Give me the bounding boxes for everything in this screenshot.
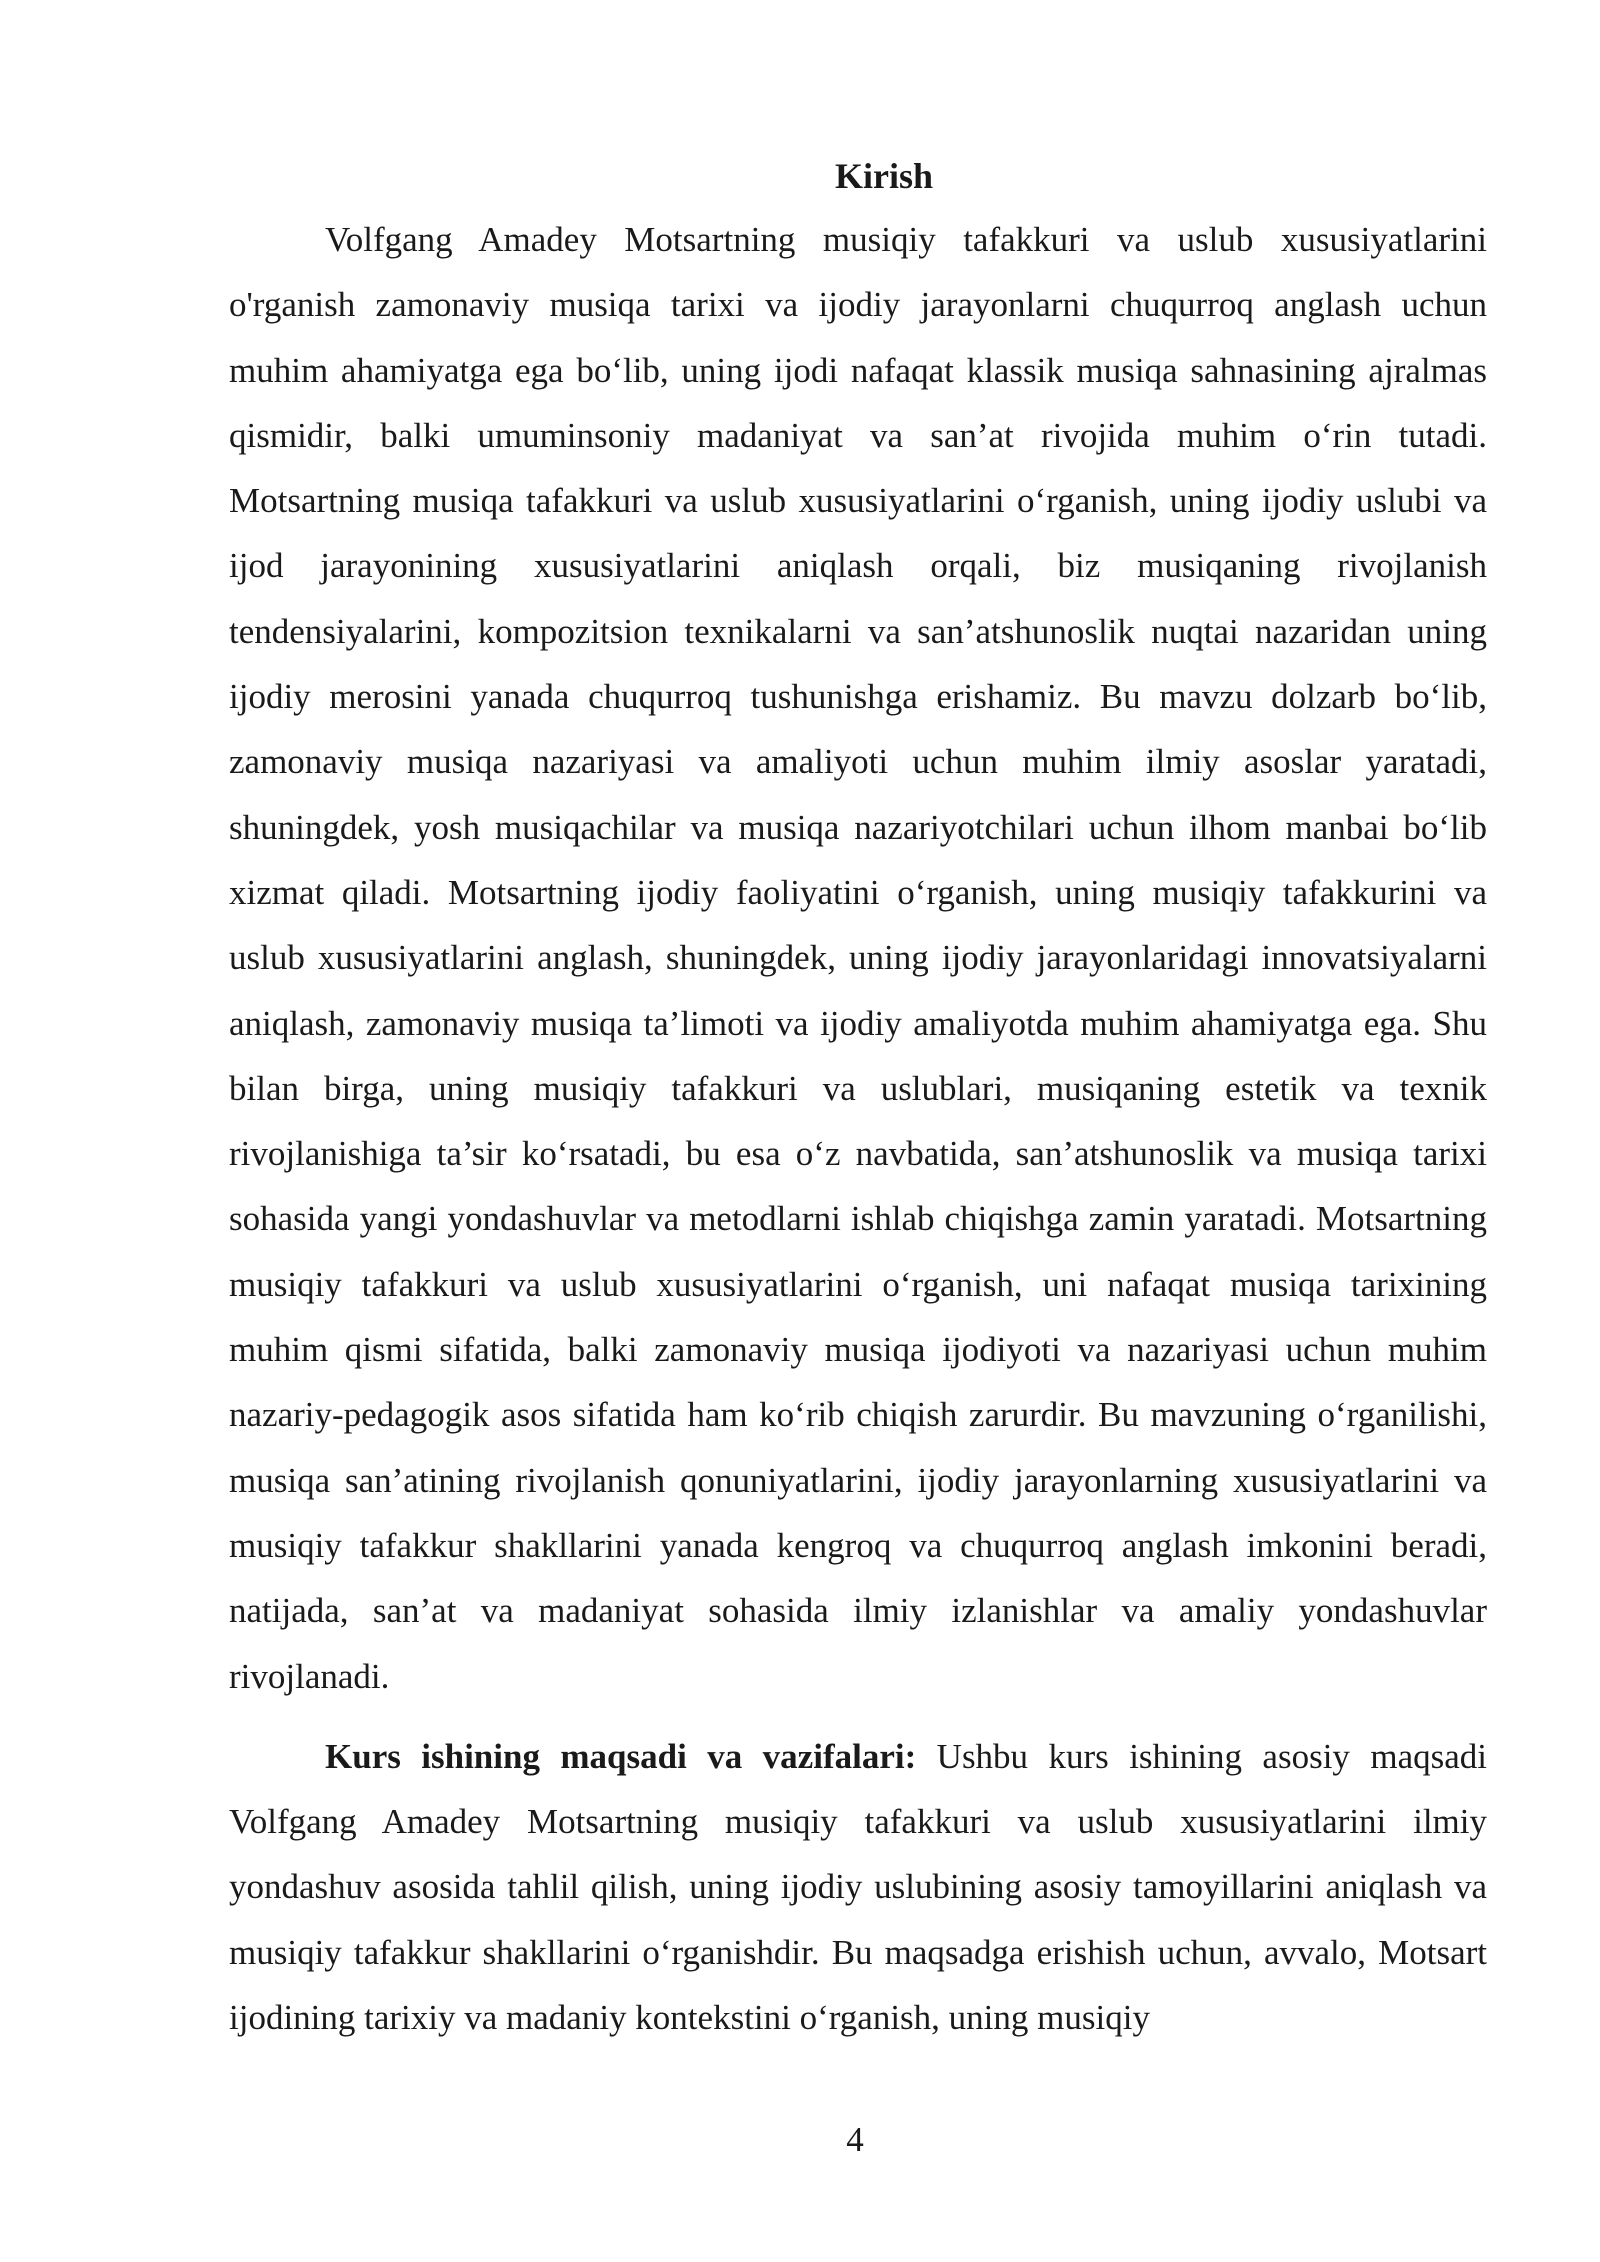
section-heading: Kirish xyxy=(834,156,933,196)
paragraph-lead: Kurs ishining maqsadi va vazifalari: xyxy=(325,1736,917,1776)
intro-paragraph xyxy=(229,207,1487,1709)
goals-paragraph xyxy=(229,1724,1487,2050)
paragraph-text: Ushbu kurs ishining asosiy maqsadi Volfgang Amadey Motsartning musiqiy tafakkuri va uslub xususiyatlarini ilmiy yondashuv asosida tahlil qilish, uning ijodiy uslubining asosiy tamoyillarini aniqlash va musiqiy tafakkur shakllarini o‘rganishdir. Bu maqsadga erishish uchun, avvalo, Motsart ijodining tarixiy va madaniy kontekstini o‘rganish, uning musiqiy xyxy=(229,1736,1487,2038)
page-content xyxy=(229,145,1487,2050)
paragraph-text: Volfgang Amadey Motsartning musiqiy tafakkuri va uslub xususiyatlarini o'rganish zamonaviy musiqa tarixi va ijodiy jarayonlarni chuqurroq anglash uchun muhim ahamiyatga ega bo‘lib, uning ijodi nafaqat klassik musiqa sahnasining ajralmas qismidir, balki umuminsoniy madaniyat va san’at rivojida muhim o‘rin tutadi. Motsartning musiqa tafakkuri va uslub xususiyatlarini o‘rganish, uning ijodiy uslubi va ijod jarayonining xususiyatlarini aniqlash orqali, biz musiqaning rivojlanish tendensiyalarini, kompozitsion texnikalarni va san’atshunoslik nuqtai nazaridan uning ijodiy merosini yanada chuqurroq tushunishga erishamiz. Bu mavzu dolzarb bo‘lib, zamonaviy musiqa nazariyasi va amaliyoti uchun muhim ilmiy asoslar yaratadi, shuningdek, yosh musiqachilar va musiqa nazariyotchilari uchun ilhom manbai bo‘lib xizmat qiladi. Motsartning ijodiy faoliyatini o‘rganish, uning musiqiy tafakkurini va uslub xususiyatlarini anglash, shuningdek, uning ijodiy jarayonlaridagi innovatsiyalarni aniqlash, zamonaviy musiqa ta’limoti va ijodiy amaliyotda muhim ahamiyatga ega. Shu bilan birga, uning musiqiy tafakkuri va uslublari, musiqaning estetik va texnik rivojlanishiga ta’sir ko‘rsatadi, bu esa o‘z navbatida, san’atshunoslik va musiqa tarixi sohasida yangi yondashuvlar va metodlarni ishlab chiqishga zamin yaratadi. Motsartning musiqiy tafakkuri va uslub xususiyatlarini o‘rganish, uni nafaqat musiqa tarixining muhim qismi sifatida, balki zamonaviy musiqa ijodiyoti va nazariyasi uchun muhim nazariy-pedagogik asos sifatida ham ko‘rib chiqish zarurdir. Bu mavzuning o‘rganilishi, musiqa san’atining rivojlanish qonuniyatlarini, ijodiy jarayonlarning xususiyatlarini va musiqiy tafakkur shakllarini yanada kengroq va chuqurroq anglash imkonini beradi, natijada, san’at va madaniyat sohasida ilmiy izlanishlar va amaliy yondashuvlar rivojlanadi. xyxy=(229,220,1487,1696)
page-number: 4 xyxy=(846,2120,864,2159)
